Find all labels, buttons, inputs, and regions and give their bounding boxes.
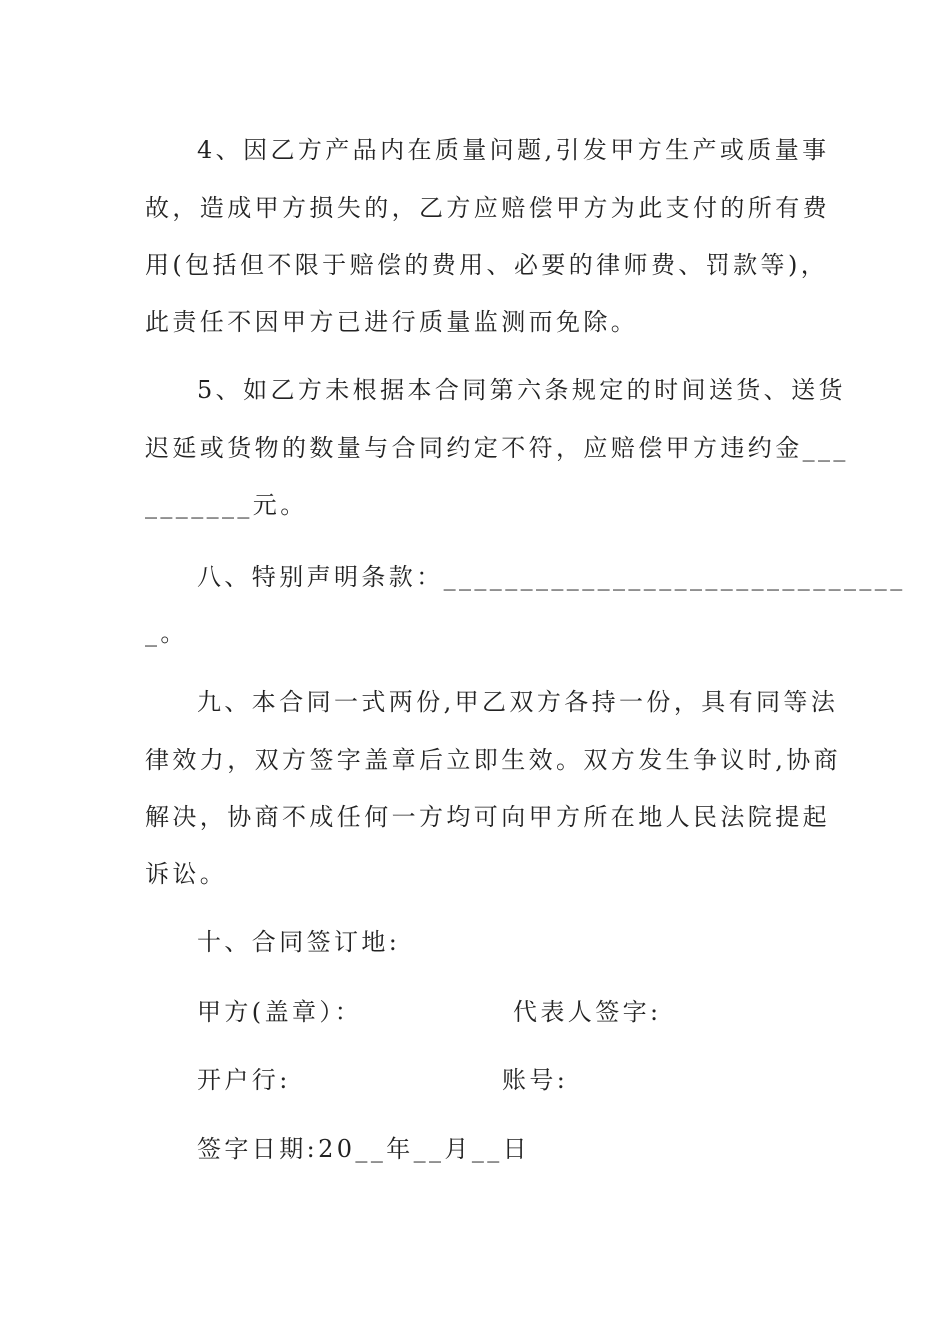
clause9-line4: 诉讼。	[145, 860, 228, 888]
representative-sign-label: 代表人签字:	[513, 998, 662, 1026]
item5-line2: 迟延或货物的数量与合同约定不符，应赔偿甲方违约金___	[145, 434, 849, 462]
account-label: 账号:	[502, 1066, 569, 1094]
bank-label: 开户行:	[197, 1066, 291, 1094]
item5-line1: 5、如乙方未根据本合同第六条规定的时间送货、送货	[197, 376, 846, 404]
party-a-seal-label: 甲方(盖章）：	[197, 998, 363, 1026]
clause9-line1: 九、本合同一式两份,甲乙双方各持一份，具有同等法	[197, 688, 839, 716]
clause8-line1: 八、特别声明条款：______________________________	[197, 563, 906, 591]
item4-line3: 用(包括但不限于赔偿的费用、必要的律师费、罚款等)，	[145, 251, 829, 279]
clause9-line3: 解决，协商不成任何一方均可向甲方所在地人民法院提起	[145, 803, 830, 831]
item4-line1: 4、因乙方产品内在质量问题,引发甲方生产或质量事	[197, 136, 830, 164]
item4-line4: 此责任不因甲方已进行质量监测而免除。	[145, 308, 639, 336]
clause9-line2: 律效力，双方签字盖章后立即生效。双方发生争议时,协商	[145, 746, 842, 774]
item4-line2: 故，造成甲方损失的，乙方应赔偿甲方为此支付的所有费	[145, 194, 830, 222]
clause8-line2: _。	[145, 619, 188, 647]
clause10-title: 十、合同签订地:	[197, 928, 401, 956]
sign-date-label: 签字日期:20__年__月__日	[197, 1135, 531, 1163]
item5-line3: _______元。	[145, 491, 308, 519]
